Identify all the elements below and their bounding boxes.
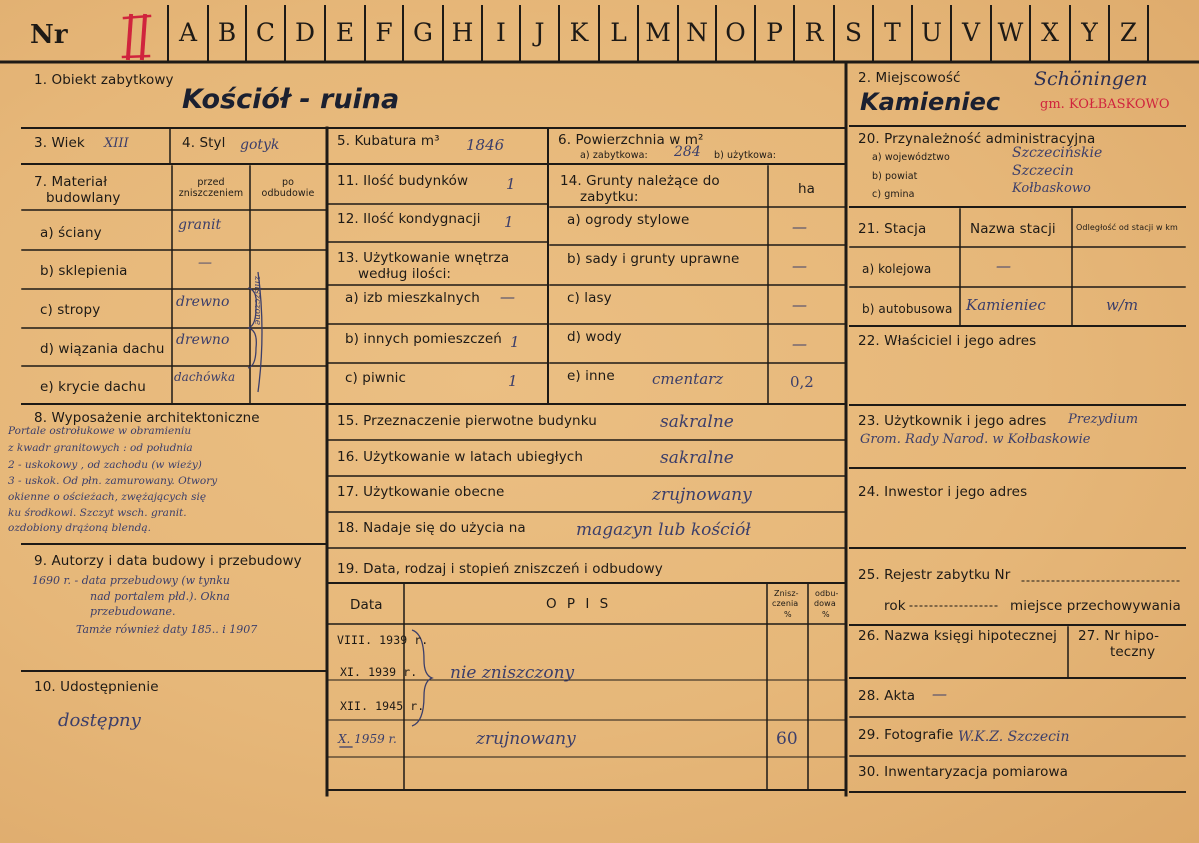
f7-row-label: c) stropy xyxy=(40,302,101,318)
f14-row-label: d) wody xyxy=(567,329,622,345)
f14-row-value: 0,2 xyxy=(790,373,814,391)
index-letter: Z xyxy=(1119,17,1138,47)
f20-powiat-label: b) powiat xyxy=(872,171,918,182)
f19-col-date: Data xyxy=(350,597,383,613)
f20-gmina-label: c) gmina xyxy=(872,189,915,200)
f25-place-label: miejsce przechowywania xyxy=(1010,598,1181,614)
index-letter: X xyxy=(1041,17,1059,47)
f14-unit: ha xyxy=(798,181,816,197)
f21-row-name: Kamieniec xyxy=(966,296,1046,314)
index-letter: W xyxy=(997,17,1024,47)
f2-value: Kamieniec xyxy=(860,88,1001,116)
f19-col-desc: O P I S xyxy=(546,596,612,612)
index-letter: P xyxy=(766,17,783,47)
f6-zabytkowa-label: a) zabytkowa: xyxy=(580,150,648,161)
f19-row-date: XII. 1945 r. xyxy=(340,699,425,713)
index-letter: A xyxy=(178,17,198,47)
f14-row-value: — xyxy=(792,296,807,314)
f12-value: 1 xyxy=(504,213,514,231)
f18-value: magazyn lub kościół xyxy=(576,520,751,540)
f9-line: przebudowane. xyxy=(90,605,176,618)
index-letter: B xyxy=(217,17,237,47)
index-letter: D xyxy=(294,17,316,47)
f16-label: 16. Użytkowanie w latach ubiegłych xyxy=(337,449,583,465)
nr-label: Nr xyxy=(30,20,68,50)
f19-desc-war-period: nie zniszczony xyxy=(450,663,575,683)
f21-row-dist: w/m xyxy=(1106,296,1139,314)
f5-value: 1846 xyxy=(466,136,505,154)
nr-value xyxy=(120,6,156,58)
f19-col-rebuild: dowa xyxy=(814,599,836,608)
index-letter: U xyxy=(920,17,943,47)
f10-label: 10. Udostępnienie xyxy=(34,679,159,695)
f7-row-before: drewno xyxy=(176,294,230,310)
index-letter: I xyxy=(496,17,506,47)
f29-value: W.K.Z. Szczecin xyxy=(958,729,1070,745)
f22-label: 22. Właściciel i jego adres xyxy=(858,333,1037,349)
f7-label-2: budowlany xyxy=(46,190,121,206)
f21-col-name: Nazwa stacji xyxy=(970,221,1056,237)
f19-col-rebuild: odbu- xyxy=(815,589,839,598)
f8-line: 2 - uskokowy , od zachodu (w wieży) xyxy=(8,459,202,471)
f8-line: 3 - uskok. Od płn. zamurowany. Otwory xyxy=(8,475,218,487)
f11-label: 11. Ilość budynków xyxy=(337,173,469,189)
f4-label: 4. Styl xyxy=(182,135,226,151)
index-letter: J xyxy=(534,17,545,47)
f7-row-label: e) krycie dachu xyxy=(40,379,146,395)
f13-row-label: b) innych pomieszczeń xyxy=(345,331,502,347)
f14-row-note: cmentarz xyxy=(652,370,724,388)
f11-value: 1 xyxy=(506,175,516,193)
index-letter: M xyxy=(645,17,671,47)
f9-label: 9. Autorzy i data budowy i przebudowy xyxy=(34,553,302,569)
f9-line: nad portalem płd.). Okna xyxy=(90,590,230,603)
f1-label: 1. Obiekt zabytkowy xyxy=(34,72,174,88)
f7-row-label: b) sklepienia xyxy=(40,263,128,279)
f19-label: 19. Data, rodzaj i stopień zniszczeń i odbudowy xyxy=(337,561,663,577)
f21-row-label: b) autobusowa xyxy=(862,302,953,316)
f14-row-label: e) inne xyxy=(567,368,615,384)
index-letter: N xyxy=(686,17,708,47)
f19-row-date: XI. 1939 r. xyxy=(340,665,418,679)
f6-label: 6. Powierzchnia w m² xyxy=(558,132,704,148)
f24-label: 24. Inwestor i jego adres xyxy=(858,484,1028,500)
f21-row-label: a) kolejowa xyxy=(862,262,932,276)
index-letter: V xyxy=(961,17,981,47)
f13-label-2: według ilości: xyxy=(358,266,452,282)
f8-label: 8. Wyposażenie architektoniczne xyxy=(34,410,260,426)
f29-label: 29. Fotografie xyxy=(858,727,954,743)
f28-label: 28. Akta xyxy=(858,688,916,704)
index-letter: S xyxy=(844,17,863,47)
index-letter: K xyxy=(569,17,589,47)
f25-rok-label: rok xyxy=(884,598,906,614)
f7-row-before: drewno xyxy=(176,332,230,348)
f7-row-before: — xyxy=(198,255,212,271)
f26-label: 26. Nazwa księgi hipotecznej xyxy=(858,628,1057,644)
index-letter: O xyxy=(725,17,746,47)
f20-label: 20. Przynależność administracyjna xyxy=(858,131,1096,147)
f7-col-before: przed zniszczeniem xyxy=(178,177,244,199)
f20-powiat-value: Szczecin xyxy=(1012,163,1074,179)
f14-row-label: c) lasy xyxy=(567,290,612,306)
f23-value-1: Prezydium xyxy=(1068,412,1139,427)
index-letter: T xyxy=(884,17,901,47)
f13-label-1: 13. Użytkowanie wnętrza xyxy=(337,250,510,266)
f27-label-2: teczny xyxy=(1110,644,1156,660)
f14-label-1: 14. Grunty należące do xyxy=(560,173,720,189)
f13-row-label: a) izb mieszkalnych xyxy=(345,290,480,306)
index-letter: C xyxy=(255,17,276,47)
f8-line: ku środkowi. Szczyt wsch. granit. xyxy=(8,507,187,519)
f23-label: 23. Użytkownik i jego adres xyxy=(858,413,1047,429)
f8-line: okienne o ościeżach, zwężających się xyxy=(8,491,207,503)
f20-woj-label: a) województwo xyxy=(872,152,950,163)
f7-row-label: a) ściany xyxy=(40,225,102,241)
f20-woj-value: Szczecińskie xyxy=(1012,145,1103,161)
f2-label: 2. Miejscowość xyxy=(858,70,961,86)
f19-row-desc: zrujnowany xyxy=(476,729,576,749)
f14-label-2: zabytku: xyxy=(580,189,639,205)
f14-row-label: a) ogrody stylowe xyxy=(567,212,690,228)
f13-row-value: 1 xyxy=(508,372,518,390)
f4-value: gotyk xyxy=(240,137,280,153)
f5-label: 5. Kubatura m³ xyxy=(337,133,440,149)
f23-value-2: Grom. Rady Narod. w Kołbaskowie xyxy=(860,432,1091,447)
f19-row-destruction: 60 xyxy=(776,729,798,749)
f6-zabytkowa-value: 284 xyxy=(674,144,701,160)
f7-side-note: zniszczone xyxy=(252,276,262,326)
f12-label: 12. Ilość kondygnacji xyxy=(337,211,481,227)
f21-label: 21. Stacja xyxy=(858,221,927,237)
f8-line: Portale ostrołukowe w obramieniu xyxy=(8,425,192,437)
f17-value: zrujnowany xyxy=(652,485,752,505)
f15-label: 15. Przeznaczenie pierwotne budynku xyxy=(337,413,597,429)
f19-col-destruction: Znisz- xyxy=(774,589,799,598)
f7-label-1: 7. Materiał xyxy=(34,174,108,190)
index-letter: H xyxy=(451,17,474,47)
f14-row-value: — xyxy=(792,257,807,275)
f14-row-value: — xyxy=(792,218,807,236)
f17-label: 17. Użytkowanie obecne xyxy=(337,484,505,500)
index-letter: L xyxy=(610,17,627,47)
f3-value: XIII xyxy=(104,136,129,151)
f9-line: 1690 r. - data przebudowy (w tynku xyxy=(32,574,231,587)
f27-label-1: 27. Nr hipo- xyxy=(1078,628,1160,644)
f30-label: 30. Inwentaryzacja pomiarowa xyxy=(858,764,1069,780)
f18-label: 18. Nadaje się do użycia na xyxy=(337,520,526,536)
f7-col-after: po odbudowie xyxy=(261,177,315,199)
f10-value: dostępny xyxy=(58,710,141,731)
index-letter: G xyxy=(413,17,433,47)
f19-col-rebuild-unit: % xyxy=(822,610,830,619)
f7-row-before: dachówka xyxy=(174,370,236,384)
f14-row-label: b) sady i grunty uprawne xyxy=(567,251,740,267)
f7-row-before: granit xyxy=(178,217,222,233)
f7-row-label: d) wiązania dachu xyxy=(40,341,165,357)
f28-value: — xyxy=(932,685,947,703)
f16-value: sakralne xyxy=(660,448,734,468)
f21-col-dist: Odległość od stacji w km xyxy=(1076,223,1178,232)
f13-row-label: c) piwnic xyxy=(345,370,406,386)
f6-uzytkowa-label: b) użytkowa: xyxy=(714,150,777,161)
f25-label: 25. Rejestr zabytku Nr xyxy=(858,567,1011,583)
f9-line: Tamże również daty 185.. i 1907 xyxy=(76,623,258,636)
f3-label: 3. Wiek xyxy=(34,135,85,151)
index-letter: F xyxy=(375,17,393,47)
f20-gmina-value: Kołbaskowo xyxy=(1012,181,1091,196)
index-letter: E xyxy=(335,17,355,47)
f2-old-name: Schöningen xyxy=(1034,68,1148,90)
f15-value: sakralne xyxy=(660,412,734,432)
f19-col-destruction: czenia xyxy=(772,599,799,608)
f1-value: Kościół - ruina xyxy=(182,84,400,115)
f13-row-value: — xyxy=(500,288,515,306)
f13-row-value: 1 xyxy=(510,333,520,351)
index-letter: R xyxy=(804,17,824,47)
f8-line: z kwadr granitowych : od południa xyxy=(8,442,193,454)
f19-row-date: X. 1959 r. xyxy=(338,732,397,746)
f14-row-value: — xyxy=(792,335,807,353)
index-letter: Y xyxy=(1081,17,1098,47)
f19-row-date: VIII. 1939 r. xyxy=(337,633,429,647)
f8-line: ozdobiony drążoną blendą. xyxy=(8,522,151,534)
f2-gmina-note: gm. KOŁBASKOWO xyxy=(1040,97,1170,112)
f19-col-destruction-unit: % xyxy=(784,610,792,619)
f21-row-name: — xyxy=(996,257,1011,275)
